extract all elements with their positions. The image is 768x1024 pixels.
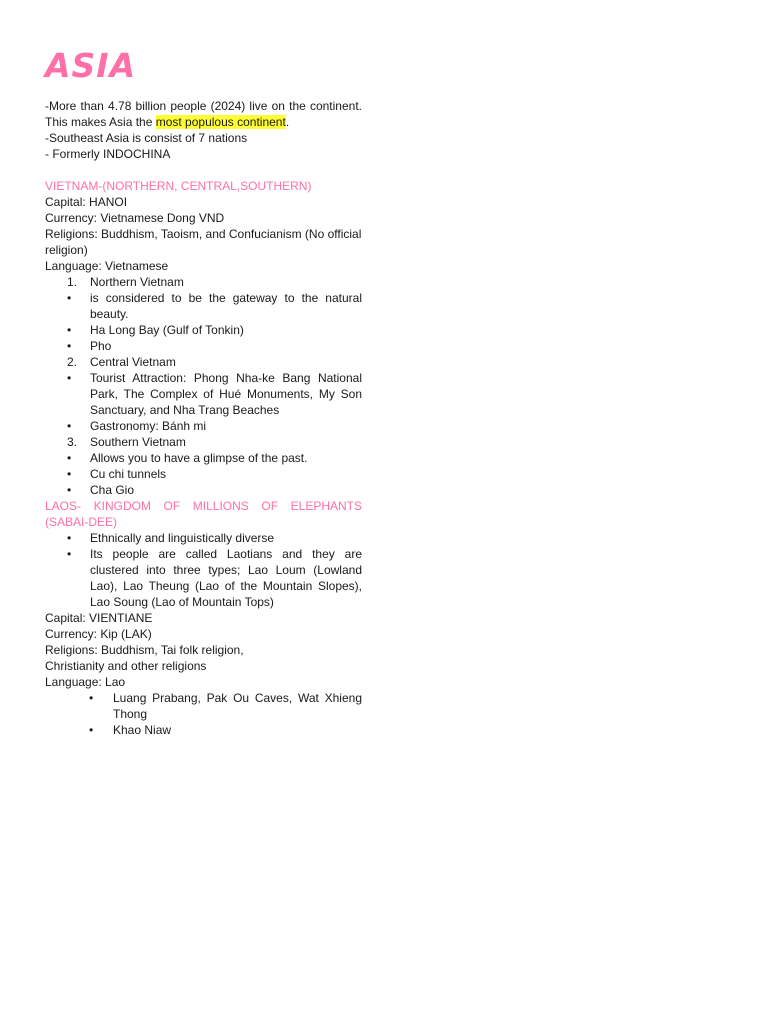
- bullet-icon: •: [67, 323, 72, 337]
- laos-heading: LAOS- KINGDOM OF MILLIONS OF ELEPHANTS (SABAI-DEE): [45, 499, 362, 529]
- intro-text-end: .: [285, 115, 290, 129]
- list-item-text: Ethnically and linguistically diverse: [90, 531, 275, 545]
- laos-religions-line2: Christianity and other religions: [45, 659, 207, 673]
- page-title: ASIA: [45, 46, 137, 85]
- vietnam-language: Language: Vietnamese: [45, 259, 169, 273]
- list-item: [45, 290, 362, 322]
- bullet-icon: •: [67, 467, 72, 481]
- list-item: [45, 322, 362, 338]
- laos-list: [45, 530, 362, 610]
- list-item-text: Ha Long Bay (Gulf of Tonkin): [90, 323, 244, 337]
- spacer: [45, 162, 362, 178]
- list-item: [45, 530, 362, 546]
- list-item-text: Cu chi tunnels: [90, 467, 167, 481]
- list-item: [45, 546, 362, 610]
- list-item-text: Khao Niaw: [113, 723, 172, 737]
- list-item: [45, 466, 362, 482]
- highlighted-text: most populous continent: [155, 115, 286, 129]
- vietnam-list: [45, 274, 362, 498]
- list-item: [45, 418, 362, 434]
- laos-language: Language: Lao: [45, 675, 126, 689]
- list-marker: 1.: [67, 275, 78, 289]
- vietnam-capital: Capital: HANOI: [45, 195, 128, 209]
- list-item: [45, 434, 362, 450]
- list-item: [45, 690, 362, 722]
- bullet-icon: •: [67, 291, 72, 305]
- laos-currency: Currency: Kip (LAK): [45, 627, 152, 641]
- list-item: [45, 370, 362, 418]
- intro-text: -More than 4.78 billion people (2024) live on the continent. This makes Asia the: [45, 99, 362, 129]
- list-item-text: is considered to be the gateway to the natural beauty.: [90, 291, 362, 321]
- bullet-icon: •: [67, 371, 72, 385]
- list-item-text: Luang Prabang, Pak Ou Caves, Wat Xhieng Thong: [113, 691, 362, 721]
- list-item-text: Gastronomy: Bánh mi: [90, 419, 207, 433]
- intro-paragraph: [45, 98, 362, 130]
- intro-line-nations: -Southeast Asia is consist of 7 nations: [45, 131, 248, 145]
- list-item: [45, 338, 362, 354]
- list-item-text: Cha Gio: [90, 483, 135, 497]
- bullet-icon: •: [67, 451, 72, 465]
- bullet-icon: •: [67, 419, 72, 433]
- bullet-icon: •: [67, 483, 72, 497]
- list-item-text: Northern Vietnam: [90, 275, 184, 289]
- list-item: [45, 450, 362, 466]
- list-item-text: Tourist Attraction: Phong Nha-ke Bang National Park, The Complex of Hué Monuments, My Son Sanctuary, and Nha Trang Beaches: [90, 371, 362, 417]
- vietnam-religions: Religions: Buddhism, Taoism, and Confucianism (No official religion): [45, 227, 362, 257]
- bullet-icon: •: [67, 531, 72, 545]
- bullet-icon: •: [89, 723, 94, 737]
- document-body: [45, 98, 362, 738]
- list-item-text: Its people are called Laotians and they are clustered into three types; Lao Loum (Lowland Lao), Lao Theung (Lao of the Mountain Slopes), Lao Soung (Lao of Mountain Tops): [90, 547, 362, 609]
- laos-sub-list: [45, 690, 362, 738]
- intro-line-indochina: - Formerly INDOCHINA: [45, 147, 171, 161]
- vietnam-heading: VIETNAM-(NORTHERN, CENTRAL,SOUTHERN): [45, 179, 312, 193]
- list-item-text: Allows you to have a glimpse of the past.: [90, 451, 308, 465]
- list-marker: 2.: [67, 355, 78, 369]
- bullet-icon: •: [89, 691, 94, 705]
- list-item: [45, 482, 362, 498]
- list-item: [45, 354, 362, 370]
- list-marker: 3.: [67, 435, 78, 449]
- laos-religions-line1: Religions: Buddhism, Tai folk religion,: [45, 643, 244, 657]
- bullet-icon: •: [67, 339, 72, 353]
- vietnam-currency: Currency: Vietnamese Dong VND: [45, 211, 225, 225]
- list-item-text: Central Vietnam: [90, 355, 176, 369]
- list-item-text: Pho: [90, 339, 112, 353]
- list-item-text: Southern Vietnam: [90, 435, 186, 449]
- list-item: [45, 274, 362, 290]
- list-item: [45, 722, 362, 738]
- bullet-icon: •: [67, 547, 72, 561]
- laos-capital: Capital: VIENTIANE: [45, 611, 153, 625]
